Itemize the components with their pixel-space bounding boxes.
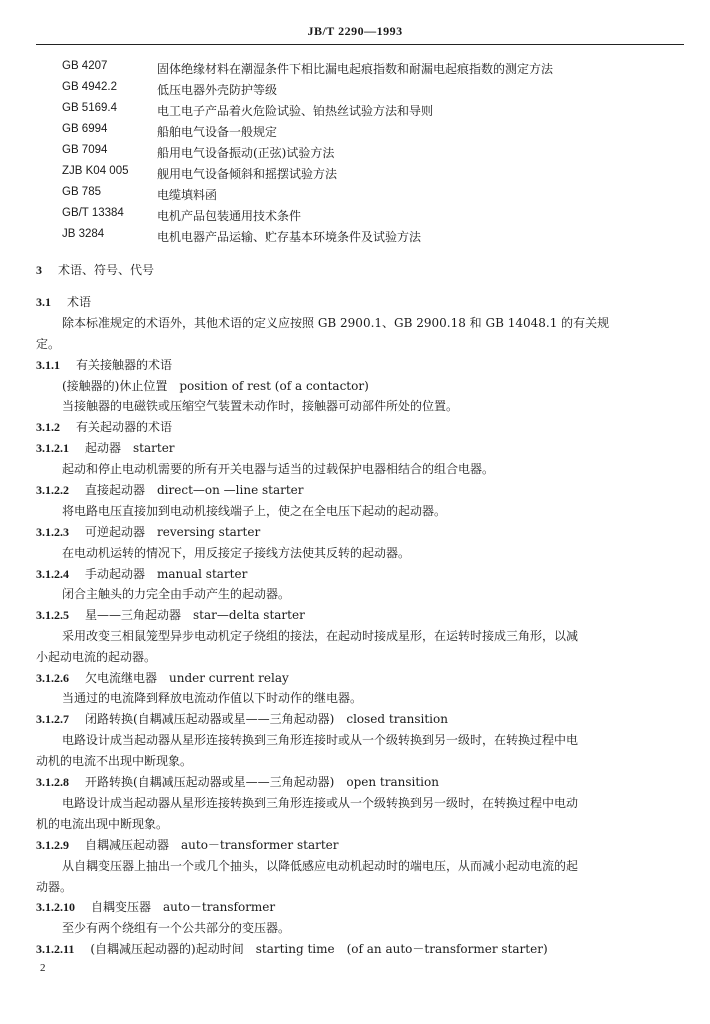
reference-title: 船舶电气设备一般规定 — [157, 125, 278, 139]
definition-line: 动机的电流不出现中断现象。 — [36, 754, 193, 768]
reference-title: 船用电气设备振动(正弦)试验方法 — [157, 146, 335, 160]
reference-code: ZJB K04 005 — [62, 165, 129, 177]
reference-item — [0, 186, 710, 207]
term-heading: 3.1.2.5 星——三角起动器 star—delta starter — [36, 608, 305, 622]
reference-code: GB 4942.2 — [62, 81, 117, 93]
reference-title: 舰用电气设备倾斜和摇摆试验方法 — [157, 167, 338, 181]
definition-line: 电路设计成当起动器从星形连接转换到三角形连接时或从一个级转换到另一级时，在转换过程中电 — [62, 733, 579, 747]
reference-title: 固体绝缘材料在潮湿条件下相比漏电起痕指数和耐漏电起痕指数的测定方法 — [157, 62, 554, 76]
term-heading: 3.1.2.3 可逆起动器 reversing starter — [36, 525, 261, 539]
definition-line: 在电动机运转的情况下，用反接定子接线方法使其反转的起动器。 — [62, 546, 411, 560]
term-line: (接触器的)休止位置 position of rest (of a contactor) — [62, 379, 369, 393]
reference-item — [0, 228, 710, 249]
term-heading: 3.1.2.11 (自耦减压起动器的)起动时间 starting time (of an auto－transformer starter) — [36, 942, 548, 956]
reference-list — [0, 60, 710, 249]
reference-title: 低压电器外壳防护等级 — [157, 83, 278, 97]
reference-code: GB 785 — [62, 186, 101, 198]
definition-line: 当接触器的电磁铁或压缩空气装置未动作时，接触器可动部件所处的位置。 — [62, 399, 459, 413]
reference-item — [0, 207, 710, 228]
term-heading: 3.1.2.1 起动器 starter — [36, 441, 175, 455]
definition-line: 电路设计成当起动器从星形连接转换到三角形连接或从一个级转换到另一级时，在转换过程中电动 — [62, 796, 579, 810]
term-heading: 3.1.2.8 开路转换(自耦减压起动器或星——三角起动器) open transition — [36, 775, 439, 789]
reference-code: GB 7094 — [62, 144, 108, 156]
section-heading: 3 术语、符号、代号 — [36, 263, 155, 277]
definition-line: 起动和停止电动机需要的所有开关电器与适当的过载保护电器相结合的组合电器。 — [62, 462, 495, 476]
reference-title: 电机产品包装通用技术条件 — [157, 209, 302, 223]
definition-line: 至少有两个绕组有一个公共部分的变压器。 — [62, 921, 291, 935]
subsection-heading: 3.1 术语 — [36, 295, 92, 309]
page-header: JB/T 2290—1993 — [307, 24, 403, 38]
definition-line: 采用改变三相鼠笼型异步电动机定子绕组的接法，在起动时接成星形，在运转时接成三角形，以减 — [62, 629, 579, 643]
term-heading: 3.1.2.6 欠电流继电器 under current relay — [36, 671, 289, 685]
reference-item — [0, 60, 710, 81]
reference-title: 电机电器产品运输、贮存基本环境条件及试验方法 — [157, 230, 422, 244]
definition-line: 小起动电流的起动器。 — [36, 650, 157, 664]
page-number: 2 — [40, 962, 46, 974]
reference-code: GB 6994 — [62, 123, 108, 135]
definition-line: 将电路电压直接加到电动机接线端子上，使之在全电压下起动的起动器。 — [62, 504, 447, 518]
term-heading: 3.1.2.7 闭路转换(自耦减压起动器或星——三角起动器) closed transition — [36, 712, 448, 726]
header-rule — [36, 44, 684, 45]
reference-code: GB 4207 — [62, 60, 108, 72]
reference-title: 电工电子产品着火危险试验、铂热丝试验方法和导则 — [157, 104, 434, 118]
reference-item — [0, 102, 710, 123]
definition-line: 当通过的电流降到释放电流动作值以下时动作的继电器。 — [62, 691, 363, 705]
subsection-heading: 3.1.2 有关起动器的术语 — [36, 420, 173, 434]
term-heading: 3.1.2.9 自耦减压起动器 auto－transformer starter — [36, 838, 339, 852]
reference-item — [0, 144, 710, 165]
paragraph-line: 除本标准规定的术语外，其他术语的定义应按照 GB 2900.1、GB 2900.18 和 GB 14048.1 的有关规 — [62, 316, 610, 330]
reference-item — [0, 81, 710, 102]
reference-item — [0, 123, 710, 144]
reference-title: 电缆填料函 — [157, 188, 218, 202]
definition-line: 闭合主触头的力完全由手动产生的起动器。 — [62, 587, 291, 601]
definition-line: 从自耦变压器上抽出一个或几个抽头，以降低感应电动机起动时的端电压，从而减小起动电流的起 — [62, 859, 579, 873]
reference-code: GB/T 13384 — [62, 207, 124, 219]
reference-code: JB 3284 — [62, 228, 105, 240]
reference-code: GB 5169.4 — [62, 102, 117, 114]
subsection-heading: 3.1.1 有关接触器的术语 — [36, 358, 173, 372]
term-heading: 3.1.2.4 手动起动器 manual starter — [36, 567, 248, 581]
definition-line: 机的电流出现中断现象。 — [36, 817, 169, 831]
reference-item — [0, 165, 710, 186]
paragraph-line: 定。 — [36, 337, 61, 351]
term-heading: 3.1.2.2 直接起动器 direct—on —line starter — [36, 483, 304, 497]
term-heading: 3.1.2.10 自耦变压器 auto－transformer — [36, 900, 276, 914]
definition-line: 动器。 — [36, 880, 73, 894]
